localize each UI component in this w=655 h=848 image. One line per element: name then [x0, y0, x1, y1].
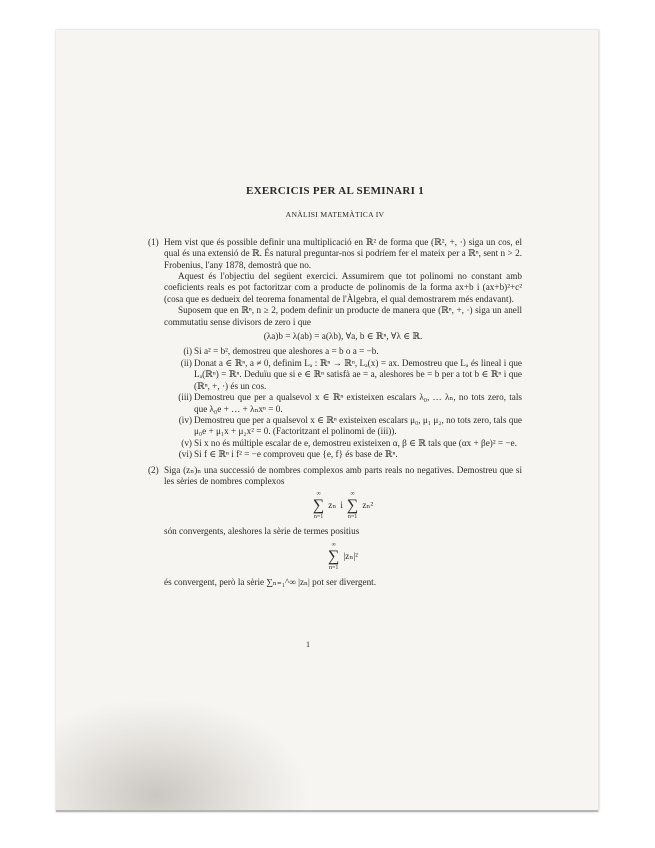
list-item: [164, 449, 522, 460]
document-body: [148, 186, 522, 588]
problem-2-middle: són convergents, aleshores la sèrie de termes positius: [164, 526, 360, 537]
finger-shadow: [56, 700, 306, 812]
sigma-icon: ∑: [328, 547, 340, 565]
list-item: [164, 415, 522, 438]
sum-term: |zₙ|²: [343, 550, 358, 561]
problem-2-conclusion: és convergent, però la sèrie ∑ₙ₌₁^∞ |zₙ| pot ser divergent.: [164, 576, 377, 587]
list-item: [164, 438, 522, 449]
item-label: (v): [181, 437, 192, 448]
item-label: (iv): [178, 414, 192, 425]
problem-1: [148, 237, 522, 461]
problem-2: [148, 465, 522, 589]
item-label: (vi): [178, 449, 192, 460]
sum-upper: ∞: [316, 491, 321, 498]
document-subtitle: ANÀLISI MATEMÀTICA IV: [285, 210, 385, 220]
list-item: [164, 358, 522, 392]
item-text: Si a² = b², demostreu que aleshores a = b o a = −b.: [194, 346, 379, 357]
series-pair: [164, 490, 522, 521]
problem-2-intro: Siga (zₙ)ₙ una successió de nombres complexos amb parts reals no negatives. Demostreu que si les sèries de nombres complexos: [164, 464, 522, 486]
summation-3: [328, 541, 339, 572]
connector-text: i: [340, 500, 343, 511]
item-text: Demostreu que per a qualsevol x ∈ ℝⁿ existeixen escalars μ₀, μ₁ μ₂, no tots zero, tals que μ₀e + μ₁x + μ₂x² = 0. (Factoritzant el polinomi de (iii)).: [194, 414, 522, 437]
problem-1-equation: (λa)b = λ(ab) = a(λb), ∀a, b ∈ ℝⁿ, ∀λ ∈ ℝ.: [263, 331, 423, 342]
sum-lower: n=1: [347, 514, 358, 521]
problem-number: (1): [148, 236, 159, 247]
item-label: (iii): [178, 392, 192, 403]
summation-2: [347, 490, 358, 521]
sum-upper: ∞: [331, 541, 336, 548]
problem-1-intro: Hem vist que és possible definir una multiplicació en ℝ² de forma que (ℝ², +, ·) siga un cos, el qual és una extensió de ℝ. És natural preguntar-nos si podríem fer el mateix per a ℝⁿ, sent n > 2. Frobenius, l'any 1878, demostrà que no.: [164, 236, 522, 270]
page-number: 1: [306, 640, 310, 649]
document-title: EXERCICIS PER AL SEMINARI 1: [245, 185, 425, 197]
item-text: Si x no és múltiple escalar de e, demostreu existeixen α, β ∈ ℝ tals que (αx + βe)² = −e.: [194, 437, 517, 448]
sum-term: zₙ: [328, 500, 337, 511]
item-text: Donat a ∈ ℝⁿ, a ≠ 0, definim Lₐ : ℝⁿ → ℝⁿ, Lₐ(x) = ax. Demostreu que Lₐ és lineal i que Lₐ(ℝⁿ) = ℝⁿ. Deduïu que si e ∈ ℝⁿ satisfà ae = a, aleshores be = b per a tot b ∈ ℝⁿ i que (ℝⁿ, +, ·) és un cos.: [194, 357, 522, 391]
item-label: (i): [183, 346, 192, 357]
sheet-bottom-edge: [56, 810, 598, 812]
sum-term: zₙ²: [362, 500, 374, 511]
item-text: Si f ∈ ℝⁿ i f² = −e comproveu que {e, f} és base de ℝⁿ.: [194, 449, 398, 460]
sigma-icon: ∑: [346, 497, 359, 515]
problem-1-paragraph-2: Aquest és l'objectiu del següent exercici. Assumirem que tot polinomi no constant amb coeficients reals es pot factoritzar com a producte de polinomis de la forma ax+b i (ax+b)²+c² (cosa que es dedueix del teorema fonamental de l'Àlgebra, el qual demostrarem més endavant).: [164, 271, 522, 304]
series-positive: [164, 541, 522, 572]
summation-1: [313, 490, 324, 521]
problem-1-paragraph-3: Suposem que en ℝⁿ, n ≥ 2, podem definir un producte de manera que (ℝⁿ, +, ·) siga un anell commutatiu sense divisors de zero i que: [164, 305, 522, 327]
sigma-icon: ∑: [312, 497, 325, 515]
problem-number: (2): [148, 464, 159, 475]
sum-upper: ∞: [350, 491, 355, 498]
item-text: Demostreu que per a qualsevol x ∈ ℝⁿ existeixen escalars λ₀, … λₙ, no tots zero, tals que λ₀e + … + λₙxⁿ = 0.: [194, 392, 522, 414]
sum-lower: n=1: [329, 564, 339, 571]
sum-lower: n=1: [313, 514, 324, 521]
list-item: [164, 392, 522, 415]
list-item: [164, 346, 522, 357]
item-label: (ii): [180, 357, 192, 368]
problem-1-items: [164, 346, 522, 460]
